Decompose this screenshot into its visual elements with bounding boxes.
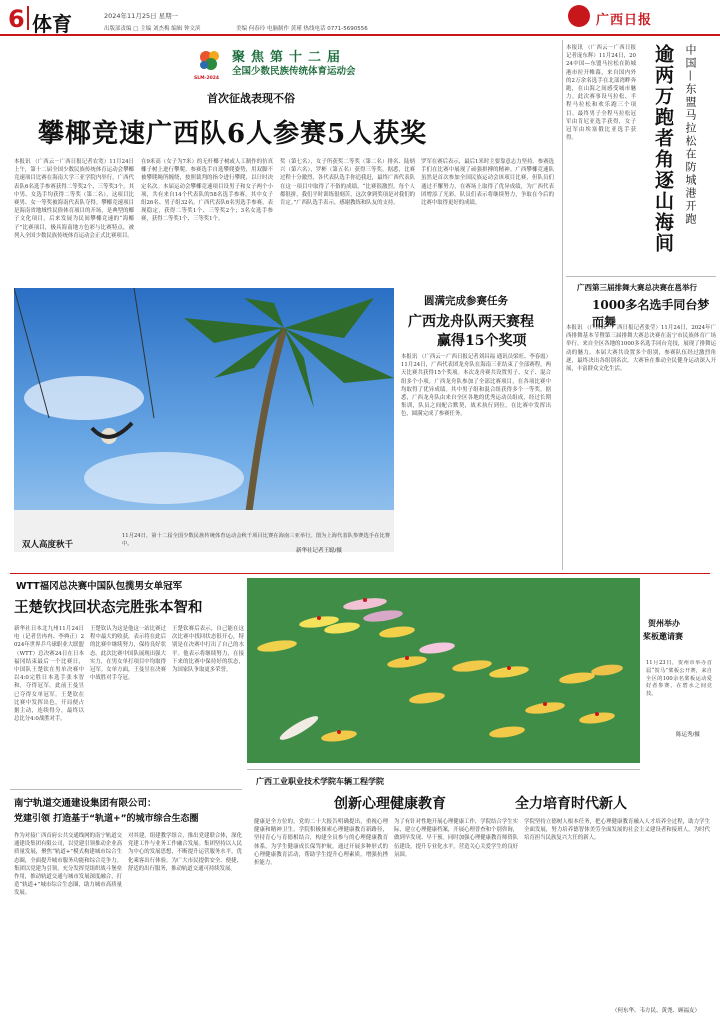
college-title-b: 全力培育时代新人 <box>515 796 627 812</box>
metro-body-col1: 作为对接广西首府公共交通线网的南宁轨道交通建设集团有限公司，以党建引领推动企业高质量发展，聚焦“轨道+”模式构建城市综合生态圈，全面提升城市服务功能和综合竞争力。集团以党建为引领，充分发挥党组织战斗堡垒作用，推动轨道交通与城市发展深度融合，打造“轨道+”城市综合生态圈，助力城市高质量发展。 <box>14 833 122 897</box>
metro-title-line2: 党建引领 打造基于“轨道+”的城市综合生态圈 <box>14 814 199 824</box>
masthead-divider <box>27 6 29 30</box>
dance-headline: 1000多名选手同台梦而舞 <box>592 298 710 329</box>
swing-photo-desc: 11月24日，第十二届全国少数民族传统体育运动会秋千项目比赛在海南三亚举行。图为上海代表队参赛选手在比赛中。 <box>122 533 390 547</box>
main-body-col2: 在9米高（女子为7米）的无杆椰子树或人工制作的仿真椰子树上进行攀爬。参赛选手自选攀爬姿势，用双脚不被攀爬绳所缠绕，按照裁判的指令进行攀爬，以计时决定名次。本届运动会攀椰竞速项目设男子和女子两个小项，共有来自14个代表队的58名选手参赛，其中女子组26名、男子组32名。广西代表队6名男选手参赛，表现稳定，获得二等奖1个、三等奖2个；3名女选手参赛，获得二等奖1个、三等奖1个。 <box>141 159 273 223</box>
section-title: 体育 <box>32 12 72 36</box>
paddleboard-photo <box>247 578 640 763</box>
main-body-col4: 罗军在赛后表示，最后1米时主要靠意志力坚持。参赛选手们在比赛中展现了顽强拼搏的精神。广西攀椰竞速队虽然是首次参加全国民族运动会该项目比赛，但队员们通过不懈努力，在赛场上取得了优异成绩，为广西代表团增添了光彩。队员们表示将继续努力，争取在今后的比赛中取得更好的成绩。 <box>421 159 554 207</box>
newspaper-logo-icon <box>568 5 590 27</box>
swing-photo-credit: 新华社记者王聪/摄 <box>296 548 342 554</box>
games-emblem-icon <box>196 47 224 75</box>
section-divider <box>566 276 716 277</box>
college-body-col1: 健康是全方位的，党的二十大报告明确提出，重视心理健康和精神卫生。学院积极探索心理健康教育新路径，坚持育心与育德相结合，构建全员参与的心理健康教育体系，为学生健康成长保驾护航。通过开展多种形式的心理健康教育活动，帮助学生提升心理素质，增强抗挫折能力。 <box>254 819 388 867</box>
wtt-body-col1: 新华社日本北九州11月24日电（记者岳冉冉、李典正）2024年世界乒乓球职业大联盟（WTT）总决赛24日在日本福冈结束最后一个比赛日，中国队王楚钦在男单决赛中以4:0完胜日本选手张本智和，夺得冠军。此前王曼昱已夺得女单冠军。王楚钦在比赛中发挥出色，开局便占据主动，连续得分，最终以总比分4:0战胜对手。 <box>14 626 84 723</box>
college-body-col3: 学院坚持立德树人根本任务，把心理健康教育融入人才培养全过程，助力学生全面发展，努力培养德智体美劳全面发展的社会主义建设者和接班人，为时代培育担当民族复兴大任的新人。 <box>524 819 710 842</box>
metro-title-line1: 南宁轨道交通建设集团有限公司： <box>14 798 157 809</box>
main-body-col1: 本报讯 （广西云－广西日报记者农宽）11月24日上午，第十二届全国少数民族传统体育运动会攀椰竞速项目比赛在海南大学三亚学院内举行。广西代表队6名选手参赛获得二等奖2个、三等奖3个。其中男、女选手均获得二等奖（第二名），这项目比赛男、女一等奖被海南代表队夺得。攀椰竞速项目是海南省地域性民俗体育项目的开场，是典型的椰子文化项目，后来发展为民间攀椰竞速的“海椰子”比赛项目，极具海南地方色彩与比赛特点，被列入全国少数民族传统体育运动会正式比赛项目。 <box>14 159 134 239</box>
newspaper-logo: 广西日报 <box>596 13 653 28</box>
editors-contact: 美编 何春玲 电脑制作 黄瑾 热线电话 0771-5690556 <box>236 26 368 32</box>
editors: 出版部责编 □ 主编 刘杰梅 编辑 钟文滨 <box>104 26 201 32</box>
dragonboat-title1: 广西龙舟队两天赛程 <box>408 314 534 330</box>
issue-date: 2024年11月25日 星期一 <box>104 12 179 20</box>
main-subtitle: 首次征战表现不俗 <box>207 92 295 105</box>
wtt-kicker: WTT福冈总决赛中国队包揽男女单冠军 <box>16 581 183 592</box>
swing-photo <box>14 288 394 552</box>
banner-line1: 聚焦第十二届 <box>232 50 347 65</box>
paddleboard-title2: 桨板邀请赛 <box>643 631 683 641</box>
marathon-headline: 逾两万跑者角逐山海间 <box>652 44 674 254</box>
paddleboard-caption: 11月23日，贺州市举办首届“贺马”桨板公开赛，来自全区的100余名桨板运动爱好者参赛，在碧水之间竞技。 <box>646 660 712 698</box>
college-body-col2: 为了有针对性地开展心理健康工作，学院结合学生实际，建立心理健康档案，开展心理普查和个别咨询，做到早发现、早干预。同时加强心理健康教育师资队伍建设，提升专业化水平，营造关心关爱学生的良好氛围。 <box>394 819 518 858</box>
college-title-a: 创新心理健康教育 <box>334 796 446 812</box>
marathon-body: 本报讯 （广西云－广西日报记者庞东辉）11月24日，2024中国—东盟马拉松在防城港市拉开帷幕，来自国内外的2万余名选手在北部湾畔奔跑，在山海之间感受城市魅力。此次赛事设马拉松、半程马拉松和欢乐跑三个项目。最终男子全程马拉松冠军由肯尼亚选手获得，女子冠军由埃塞俄比亚选手获得。 <box>566 45 636 142</box>
metro-body-col2: 对其建，组建教学组合，推出党建联合体，深化党建工作与业务工作融合发展。集团坚持以人民为中心的发展思想，不断提升运营服务水平，优化乘客出行体验，为广大市民提供安全、便捷、舒适的出行服务，推动轨道交通可持续发展。 <box>128 833 242 872</box>
marathon-kicker: 中国—东盟马拉松在防城港开跑 <box>684 44 697 226</box>
dragonboat-kicker: 圆满完成参赛任务 <box>424 295 508 307</box>
dragonboat-title2: 赢得15个奖项 <box>437 333 527 349</box>
wtt-headline: 王楚钦找回状态完胜张本智和 <box>14 599 203 616</box>
paddleboard-title: 贺州举办 <box>648 618 680 628</box>
section-divider <box>10 573 710 574</box>
main-headline: 攀椰竞速广西队6人参赛5人获奖 <box>38 119 428 149</box>
column-divider <box>562 40 563 570</box>
page-number: 6 <box>8 5 25 33</box>
dragonboat-body: 本报讯 （广西云－广西日报记者刘昌福 通讯员梁旺、李春霞）11月24日，广西代表团龙舟队在海南三亚结束了全部赛程，两天比赛共获得15个奖项。本次龙舟赛共设置男子、女子、混合组多个小项。广西龙舟队参加了全部比赛项目，在各项比赛中均取得了优异成绩。其中男子组和混合组获得多个一等奖。据悉，广西龙舟队由来自全区各地的优秀运动员组成，经过长期集训，队员之间配合默契，战术执行到位，在比赛中发挥出色，圆满完成了参赛任务。 <box>401 354 551 418</box>
college-credit: （何东华、韦方民、黄尧、顾福友） <box>612 1008 701 1014</box>
wtt-body-col2: 王楚钦认为这是他这一站比赛过程中最大的收获，表示将在此后的比赛中继续努力，保持良好状态。此次比赛中国队展现出强大实力，在男女单打项目中均取得冠军。女单方面，王曼昱在决赛中战胜对手夺冠。 <box>90 626 166 682</box>
college-kicker: 广西工业职业技术学院车辆工程学院 <box>256 777 384 786</box>
swing-photo-caption: 双人高度秋千 <box>22 540 74 550</box>
dance-body: 本报讯 （广西云－广西日报记者张莹）11月24日，2024年广西排舞基本节暨第三届排舞大赛总决赛在南宁市民族体育广场举行。来自全区各地的1000多名选手同台竞技，展现了排舞运动的魅力。本届大赛共设置多个组别，参赛队伍经过激烈角逐，最终决出各组别名次。大赛旨在推动全民健身运动深入开展，丰富群众文化生活。 <box>566 325 716 373</box>
games-emblem-label: SLM-2024 <box>194 76 219 81</box>
wtt-body-col3: 王楚钦赛后表示，自己能在这次比赛中找回状态很开心，特别是在决赛中打出了自己的水平。他表示将继续努力，在接下来的比赛中保持好的状态，为国家队争取更多荣誉。 <box>172 626 244 674</box>
paddleboard-credit: 陈运秀/摄 <box>676 732 700 738</box>
dance-kicker: 广西第三届排舞大赛总决赛在邕举行 <box>577 283 697 292</box>
main-body-col3: 奖（第七名），女子所获奖二等奖（第二名）排名、陆炳兴（第六名），罗彬（第五名）获得三等奖。据悉，比赛过程十分激烈，各代表队选手你追我赶，最终广西代表队在这一项目中取得了不俗的成绩。“比赛很激烈，每个人都很拼，我们平时训练很刻苦，这次拿到奖项是对我们的肯定。”广西队选手表示，感谢教练和队友的支持。 <box>280 159 415 207</box>
section-divider <box>10 789 242 790</box>
banner-line2: 全国少数民族传统体育运动会 <box>232 66 356 77</box>
section-divider <box>247 769 640 770</box>
